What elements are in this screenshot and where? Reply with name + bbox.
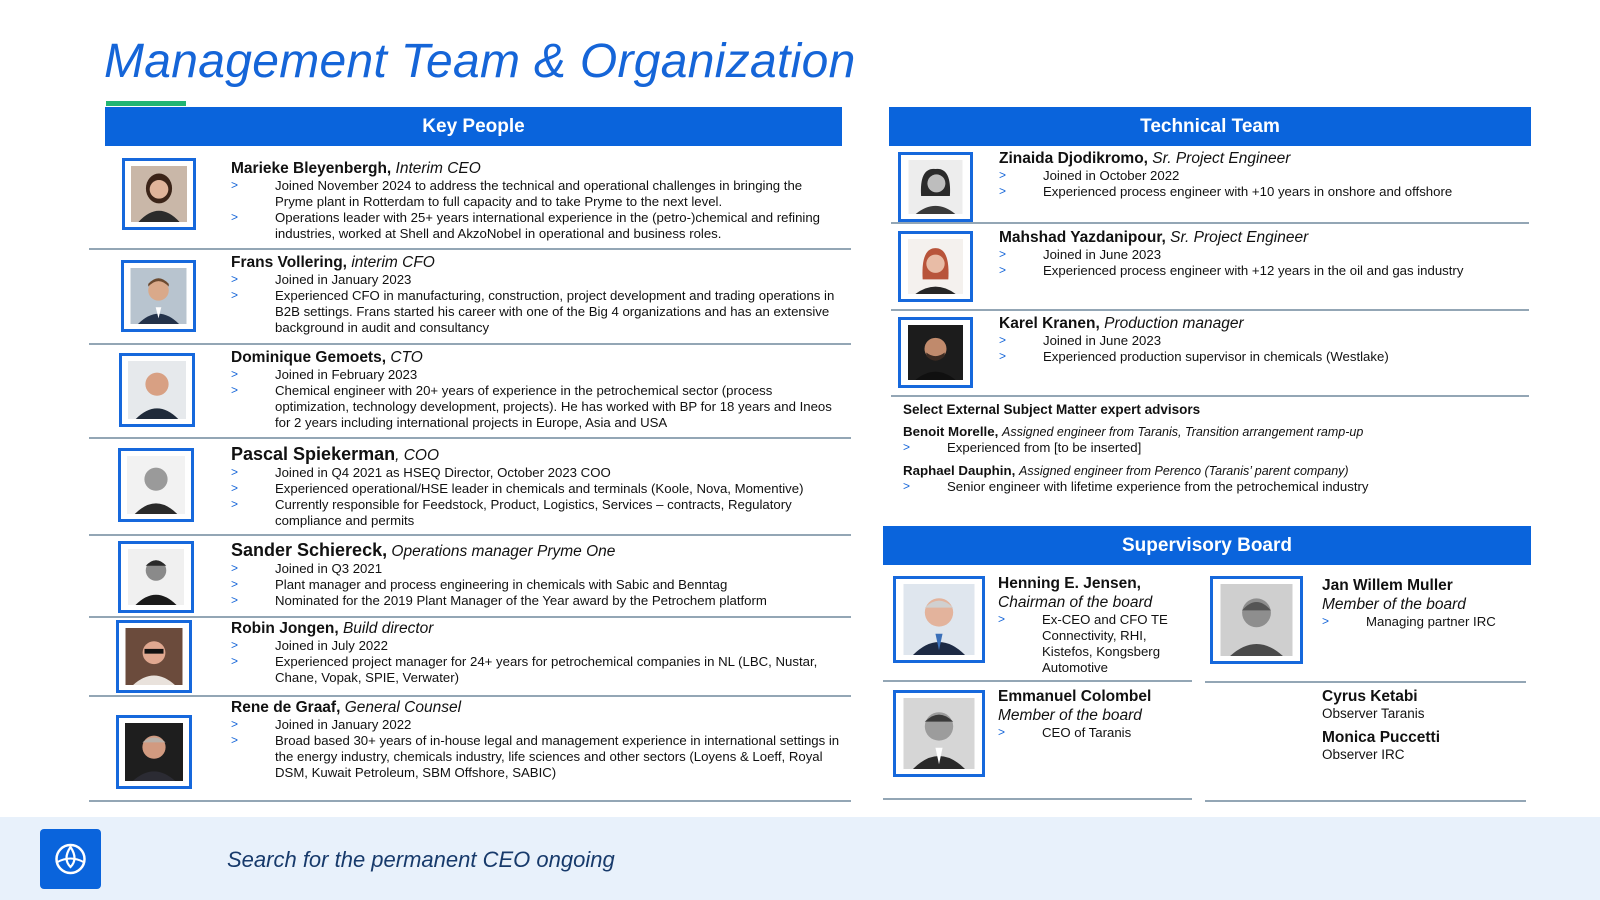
divider [891, 309, 1529, 311]
person-name: Zinaida Djodikromo, [999, 150, 1148, 167]
photo-rene [116, 715, 192, 789]
bullet-item: > Joined in Q3 2021 [231, 561, 841, 577]
key-person-card [231, 254, 841, 336]
person-name: Robin Jongen, [231, 620, 339, 637]
page-title: Management Team & Organization [104, 35, 856, 88]
bullet-item: > Joined in January 2023 [231, 272, 841, 288]
divider [89, 248, 851, 250]
person-name: Karel Kranen, [999, 315, 1100, 332]
key-person-card [231, 540, 841, 609]
board-member-name: Jan Willem Muller [1322, 577, 1453, 594]
advisor-name: Benoit Morelle, [903, 424, 999, 439]
board-member-name: Emmanuel Colombel [998, 688, 1152, 705]
bullet-item: > Joined November 2024 to address the technical and operational challenges in bringing the Pryme plant in Rotterdam to full capacity and to take Pryme to the next level. [231, 178, 841, 210]
board-member-name: Henning E. Jensen, [998, 575, 1141, 592]
person-name: Mahshad Yazdanipour, [999, 229, 1166, 246]
technical-team-header: Technical Team [889, 107, 1531, 146]
bullet-item: > Experienced from [to be inserted] [903, 440, 1523, 456]
bullet-item: > Joined in June 2023 [999, 247, 1529, 263]
person-name: Pascal Spiekerman [231, 444, 396, 464]
bullet-item: > Experienced operational/HSE leader in chemicals and terminals (Koole, Nova, Momentive) [231, 481, 841, 497]
advisor-role: Assigned engineer from Perenco (Taranis’ parent company) [1019, 464, 1349, 478]
photo-mahshad [898, 231, 973, 302]
divider [883, 798, 1192, 800]
person-name: Marieke Bleyenbergh, [231, 160, 392, 177]
bullet-item: > Joined in October 2022 [999, 168, 1529, 184]
bullet-item: > Joined in February 2023 [231, 367, 841, 383]
divider [1205, 681, 1526, 683]
bullet-item: > Experienced process engineer with +10 years in onshore and offshore [999, 184, 1529, 200]
board-member-card [1322, 576, 1532, 630]
person-role: Production manager [1104, 315, 1244, 332]
tech-person-card [999, 150, 1529, 200]
observer-role: Observer Taranis [1322, 706, 1425, 721]
supervisory-board-header: Supervisory Board [883, 526, 1531, 565]
observer-role: Observer IRC [1322, 747, 1405, 762]
advisor-name: Raphael Dauphin, [903, 463, 1016, 478]
person-name: Sander Schiereck, [231, 540, 388, 560]
bullet-item: > Joined in January 2022 [231, 717, 841, 733]
photo-henning [893, 576, 985, 663]
key-person-card [231, 160, 841, 242]
advisors-title: Select External Subject Matter expert advisors [903, 402, 1201, 417]
board-member-card [998, 687, 1188, 741]
tech-person-card [999, 229, 1529, 279]
person-role: General Counsel [344, 699, 462, 716]
observer-card [1322, 688, 1532, 722]
bullet-item: > Operations leader with 25+ years international experience in the (petro-)chemical and refining industries, worked at Shell and AkzoNobel in operational and business roles. [231, 210, 841, 242]
water-drop-logo-icon [40, 829, 101, 889]
bullet-item: > Managing partner IRC [1322, 614, 1532, 630]
board-member-role: Chairman of the board [998, 594, 1153, 611]
bullet-item: > Joined in July 2022 [231, 638, 841, 654]
bullet-item: > Plant manager and process engineering in chemicals with Sabic and Benntag [231, 577, 841, 593]
divider [89, 437, 851, 439]
photo-robin [116, 620, 192, 693]
bullet-item: > Experienced project manager for 24+ years for petrochemical companies in NL (LBC, Nustar, Chane, Vopak, SPIE, Verwater) [231, 654, 841, 686]
person-name: Dominique Gemoets, [231, 349, 387, 366]
board-member-card [998, 574, 1188, 676]
divider [891, 222, 1529, 224]
advisor-entry [903, 463, 1523, 495]
person-name: Rene de Graaf, [231, 699, 341, 716]
photo-zinaida [898, 152, 973, 222]
person-role: Sr. Project Engineer [1152, 150, 1291, 167]
divider [883, 680, 1192, 682]
bullet-item: > Experienced process engineer with +12 years in the oil and gas industry [999, 263, 1529, 279]
observer-name: Monica Puccetti [1322, 729, 1440, 746]
photo-marieke [122, 158, 196, 230]
divider [89, 800, 851, 802]
photo-sander [118, 541, 194, 613]
person-name: Frans Vollering, [231, 254, 347, 271]
photo-karel [898, 317, 973, 388]
photo-dominique [119, 353, 195, 427]
divider [89, 695, 851, 697]
observer-name: Cyrus Ketabi [1322, 688, 1418, 705]
bullet-item: > Nominated for the 2019 Plant Manager of the Year award by the Petrochem platform [231, 593, 841, 609]
person-role: Operations manager Pryme One [391, 543, 616, 560]
key-people-header: Key People [105, 107, 842, 146]
key-person-card [231, 444, 841, 529]
observer-card [1322, 729, 1532, 763]
person-role: interim CFO [351, 254, 435, 271]
key-person-card [231, 620, 841, 686]
person-role: , COO [395, 447, 440, 464]
divider [891, 395, 1529, 397]
key-person-card [231, 349, 841, 431]
bullet-item: > Ex-CEO and CFO TE Connectivity, RHI, Kistefos, Kongsberg Automotive [998, 612, 1188, 676]
bullet-item: > Experienced production supervisor in chemicals (Westlake) [999, 349, 1529, 365]
photo-pascal [118, 448, 194, 522]
footer-note: Search for the permanent CEO ongoing [227, 847, 615, 872]
bullet-item: > Currently responsible for Feedstock, Product, Logistics, Services – contracts, Regulatory compliance and permits [231, 497, 841, 529]
board-member-role: Member of the board [1322, 596, 1466, 613]
photo-emmanuel [893, 690, 985, 777]
key-person-card [231, 699, 841, 781]
advisor-role: Assigned engineer from Taranis, Transition arrangement ramp-up [1002, 425, 1364, 439]
advisor-entry [903, 424, 1523, 456]
divider [89, 534, 851, 536]
bullet-item: > CEO of Taranis [998, 725, 1188, 741]
bullet-item: > Broad based 30+ years of in-house legal and management experience in international settings in the energy industry, chemicals industry, life sciences and other sectors (Loyens & Loeff, Royal DSM, Kuwait Petroleum, SBM Offshore, SABIC) [231, 733, 841, 781]
divider [89, 616, 851, 618]
title-accent-bar [106, 101, 186, 106]
bullet-item: > Joined in June 2023 [999, 333, 1529, 349]
bullet-item: > Senior engineer with lifetime experience from the petrochemical industry [903, 479, 1523, 495]
board-member-role: Member of the board [998, 707, 1142, 724]
bullet-item: > Experienced CFO in manufacturing, construction, project development and trading operations in B2B settings. Frans started his career with one of the Big 4 organizations and has an extensive background in audit and consultancy [231, 288, 841, 336]
divider [89, 343, 851, 345]
photo-frans [121, 260, 196, 332]
person-role: CTO [390, 349, 423, 366]
photo-jan-willem [1210, 576, 1303, 664]
divider [1205, 800, 1526, 802]
tech-person-card [999, 315, 1529, 365]
bullet-item: > Chemical engineer with 20+ years of experience in the petrochemical sector (process optimization, technology development, projects). He has worked with BP for 18 years and Ineos for 2 years including international projects in Europe, Asia and USA [231, 383, 841, 431]
person-role: Interim CEO [395, 160, 481, 177]
bullet-item: > Joined in Q4 2021 as HSEQ Director, October 2023 COO [231, 465, 841, 481]
person-role: Sr. Project Engineer [1170, 229, 1309, 246]
person-role: Build director [342, 620, 434, 637]
